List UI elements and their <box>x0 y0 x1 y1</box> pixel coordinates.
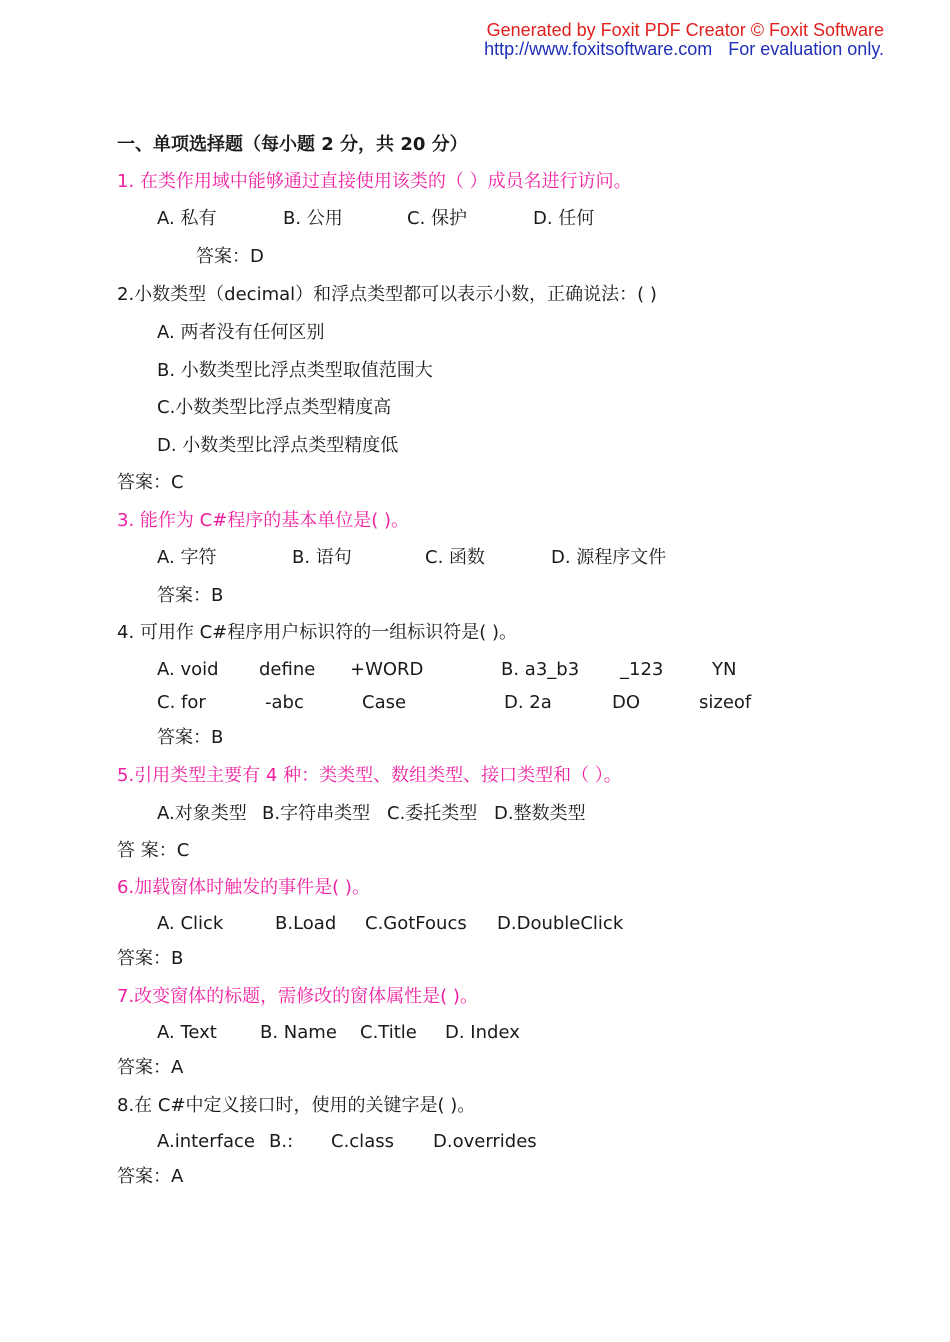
question-8-options <box>157 1131 537 1153</box>
question-6-options <box>157 913 623 935</box>
watermark-line-1: Generated by Foxit PDF Creator © Foxit Software <box>486 20 884 40</box>
question-2-option-a: A. 两者没有任何区别 <box>157 322 325 343</box>
option-c-item-2: -abc <box>265 692 304 713</box>
question-7-stem: 7.改变窗体的标题，需修改的窗体属性是( )。 <box>117 986 478 1007</box>
question-7-options <box>157 1022 520 1044</box>
option-a: A. Text <box>157 1022 217 1043</box>
option-c: C. 保护 <box>407 208 468 229</box>
question-6-answer: 答案：B <box>117 948 184 969</box>
option-b: B. a3_b3 <box>501 659 580 680</box>
option-c: C.class <box>331 1131 394 1152</box>
question-4-answer: 答案：B <box>157 727 224 748</box>
question-8-answer: 答案：A <box>117 1166 184 1187</box>
option-b: B.: <box>269 1131 294 1152</box>
question-4-stem: 4. 可用作 C#程序用户标识符的一组标识符是( )。 <box>117 622 518 643</box>
question-2-answer: 答案：C <box>117 472 184 493</box>
option-c: C.Title <box>360 1022 417 1043</box>
question-3-answer: 答案：B <box>157 585 224 606</box>
question-5-answer: 答 案：C <box>117 840 190 861</box>
question-1-stem: 1. 在类作用域中能够通过直接使用该类的（ ）成员名进行访问。 <box>117 171 632 192</box>
option-d-item-3: sizeof <box>699 692 752 713</box>
question-2-stem: 2.小数类型（decimal）和浮点类型都可以表示小数，正确说法：( ) <box>117 284 657 305</box>
option-a-item-3: +WORD <box>350 659 424 680</box>
option-a: A.对象类型 <box>157 803 247 824</box>
option-b: B. 语句 <box>292 547 352 568</box>
option-b: B.Load <box>275 913 337 934</box>
option-a: A. Click <box>157 913 224 934</box>
question-8-stem: 8.在 C#中定义接口时，使用的关键字是( )。 <box>117 1095 476 1116</box>
option-b: B.字符串类型 <box>262 803 371 824</box>
option-c: C.委托类型 <box>387 803 478 824</box>
option-d: D. 2a <box>504 692 552 713</box>
watermark-note: For evaluation only. <box>728 39 884 59</box>
option-c-item-3: Case <box>362 692 407 713</box>
option-a: A. 字符 <box>157 547 217 568</box>
question-4-options-row-1 <box>157 659 736 681</box>
option-d: D. 源程序文件 <box>551 547 667 568</box>
option-b: B. 公用 <box>283 208 343 229</box>
option-d-item-2: DO <box>612 692 641 713</box>
option-d: D. 任何 <box>533 208 595 229</box>
option-c: C.GotFoucs <box>365 913 467 934</box>
option-a: A. void <box>157 659 219 680</box>
question-3-stem: 3. 能作为 C#程序的基本单位是( )。 <box>117 510 410 531</box>
question-5-stem: 5.引用类型主要有 4 种：类类型、数组类型、接口类型和（ ）。 <box>117 765 622 786</box>
question-4-options-row-2 <box>157 692 751 714</box>
question-6-stem: 6.加载窗体时触发的事件是( )。 <box>117 877 370 898</box>
watermark-url: http://www.foxitsoftware.com <box>484 39 713 59</box>
option-d: D.整数类型 <box>494 803 586 824</box>
option-d: D. Index <box>445 1022 520 1043</box>
question-1-answer: 答案：D <box>196 246 264 267</box>
question-7-answer: 答案：A <box>117 1057 184 1078</box>
option-a: A.interface <box>157 1131 255 1152</box>
option-d: D.DoubleClick <box>497 913 624 934</box>
question-2-option-c: C.小数类型比浮点类型精度高 <box>157 397 392 418</box>
option-d: D.overrides <box>433 1131 537 1152</box>
question-1-options <box>157 208 594 230</box>
question-2-option-b: B. 小数类型比浮点类型取值范围大 <box>157 360 433 381</box>
option-a: A. 私有 <box>157 208 217 229</box>
watermark-line-2 <box>484 39 884 59</box>
option-b-item-3: YN <box>712 659 737 680</box>
option-c: C. 函数 <box>425 547 486 568</box>
question-5-options <box>157 803 586 825</box>
question-3-options <box>157 547 666 569</box>
question-2-option-d: D. 小数类型比浮点类型精度低 <box>157 435 399 456</box>
option-a-item-2: define <box>259 659 316 680</box>
option-b: B. Name <box>260 1022 337 1043</box>
option-c: C. for <box>157 692 206 713</box>
section-title: 一、单项选择题（每小题 2 分，共 20 分） <box>117 134 468 155</box>
option-b-item-2: _123 <box>620 659 664 680</box>
